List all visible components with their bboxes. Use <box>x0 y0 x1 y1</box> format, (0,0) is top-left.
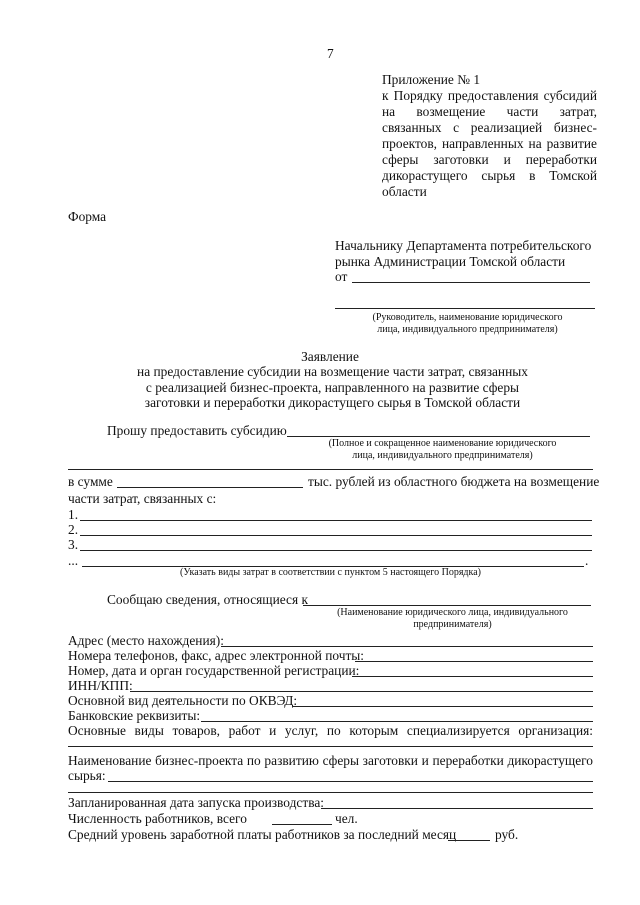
project-field[interactable] <box>108 781 593 782</box>
launch-date-field[interactable] <box>321 808 593 809</box>
appendix-title: Приложение № 1 <box>382 72 481 87</box>
heading-line2: с реализацией бизнес-проекта, направленного на развитие сферы <box>145 380 520 395</box>
appendix-line: на возмещение части затрат, <box>382 104 597 119</box>
costs-label: части затрат, связанных с: <box>68 491 217 506</box>
addressee-caption1: (Руководитель, наименование юридического <box>372 312 563 323</box>
bank-field[interactable] <box>201 721 593 722</box>
inn-label: ИНН/КПП: <box>68 678 133 693</box>
appendix-line: к Порядку предоставления субсидий <box>382 88 597 103</box>
info-caption2: предпринимателя) <box>413 619 492 630</box>
info-caption1: (Наименование юридического лица, индивидуального <box>337 607 568 618</box>
salary-label: Средний уровень заработной платы работников за последний месяц <box>68 827 457 842</box>
launch-date-label: Запланированная дата запуска производства: <box>68 795 325 810</box>
cost-item-field[interactable] <box>80 550 592 551</box>
cost-item-number: ... <box>68 553 79 568</box>
cost-item-field[interactable] <box>80 535 592 536</box>
appendix-line: связанных с реализацией бизнес- <box>382 120 597 135</box>
request-label: Прошу предоставить субсидию <box>107 423 287 438</box>
heading-line1: на предоставление субсидии на возмещение части затрат, связанных <box>137 364 528 379</box>
applicant-field[interactable] <box>335 308 595 309</box>
cost-item-field[interactable] <box>80 520 592 521</box>
from-label: от <box>335 269 348 284</box>
heading-line3: заготовки и переработки дикорастущего сырья в Томской области <box>144 395 521 410</box>
cost-item-number: 3. <box>68 537 79 552</box>
employees-field[interactable] <box>272 824 332 825</box>
organization-name-field-2[interactable] <box>68 469 593 470</box>
appendix-last-line: области <box>382 184 427 199</box>
cost-item-number: 1. <box>68 507 79 522</box>
info-subject-field[interactable] <box>303 605 591 606</box>
appendix-line: сферы заготовки и переработки <box>382 152 597 167</box>
organization-name-field[interactable] <box>287 436 590 437</box>
project-label-line1: Наименование бизнес-проекта по развитию сферы заготовки и переработки дикорастущего <box>68 753 593 768</box>
salary-field[interactable] <box>448 840 490 841</box>
costs-caption: (Указать виды затрат в соответствии с пунктом 5 настоящего Порядка) <box>179 567 481 578</box>
phones-label: Номера телефонов, факс, адрес электронной почты: <box>68 648 365 663</box>
okved-field[interactable] <box>292 706 593 707</box>
request-caption1: (Полное и сокращенное наименование юридического <box>328 438 557 449</box>
okved-label: Основной вид деятельности по ОКВЭД: <box>68 693 298 708</box>
cost-item-end-dot: . <box>585 553 589 568</box>
addressee-line1: Начальнику Департамента потребительского <box>335 238 592 253</box>
products-field[interactable] <box>68 746 593 747</box>
project-label-line2: сырья: <box>68 768 106 783</box>
products-label: Основные виды товаров, работ и услуг, по которым специализируется организация: <box>68 723 593 738</box>
address-label: Адрес (место нахождения): <box>68 633 224 648</box>
addressee-caption2: лица, индивидуального предпринимателя) <box>377 324 558 335</box>
phones-field[interactable] <box>355 661 593 662</box>
appendix-line: дикорастущего сырья в Томской <box>382 168 597 183</box>
appendix-line: проектов, направленных на развитие <box>382 136 597 151</box>
address-field[interactable] <box>221 646 593 647</box>
info-label: Сообщаю сведения, относящиеся к <box>107 592 309 607</box>
bank-label: Банковские реквизиты: <box>68 708 201 723</box>
from-field[interactable] <box>352 282 590 283</box>
request-caption2: лица, индивидуального предпринимателя) <box>352 450 533 461</box>
addressee-line2: рынка Администрации Томской области <box>335 254 566 269</box>
project-field-2[interactable] <box>68 792 593 793</box>
sum-suffix: тыс. рублей из областного бюджета на возмещение <box>308 474 600 489</box>
registration-label: Номер, дата и орган государственной регистрации: <box>68 663 360 678</box>
page-number: 7 <box>327 46 334 61</box>
registration-field[interactable] <box>352 676 593 677</box>
sum-field[interactable] <box>117 487 303 488</box>
form-label: Форма <box>68 209 107 224</box>
cost-item-number: 2. <box>68 522 79 537</box>
salary-unit: руб. <box>495 827 519 842</box>
employees-unit: чел. <box>335 811 358 826</box>
sum-prefix: в сумме <box>68 474 113 489</box>
inn-field[interactable] <box>130 691 593 692</box>
document-title: Заявление <box>301 349 359 364</box>
employees-label: Численность работников, всего <box>68 811 247 826</box>
